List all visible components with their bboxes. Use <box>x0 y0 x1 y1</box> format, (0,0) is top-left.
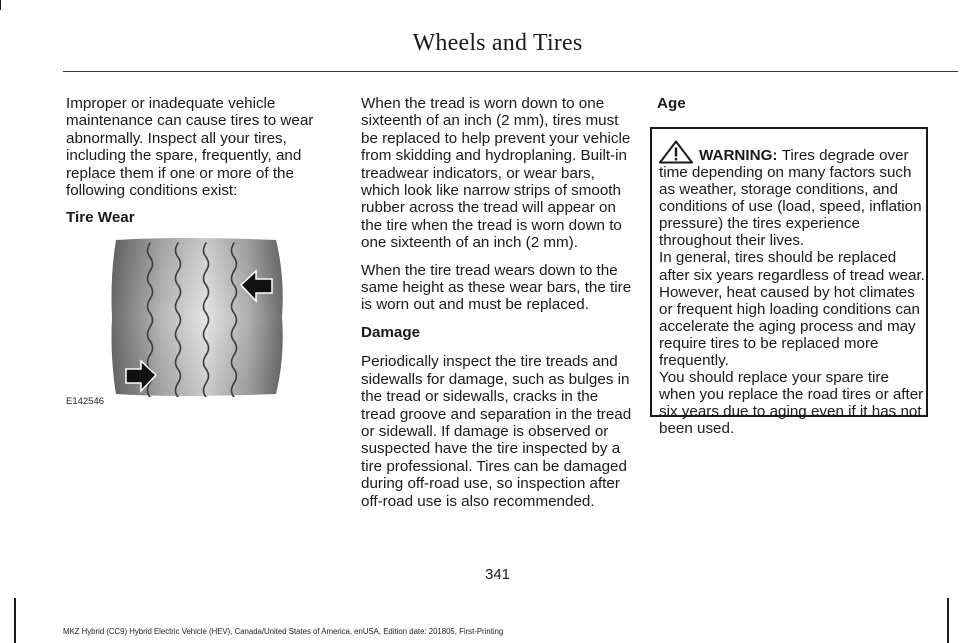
crop-mark <box>0 0 1 10</box>
tire-tread-illustration <box>66 237 286 397</box>
warning-lead-line <box>659 140 926 164</box>
warning-text-2: In general, tires should be replaced after six years regardless of tread wear. However, heat caused by hot climates or frequent high loading conditions can accelerate the aging process and may require tires to be replaced more frequently. <box>659 249 925 370</box>
warning-text-3: You should replace your spare tire when you replace the road tires or after six years due to aging even if it has not been used. <box>659 369 924 438</box>
page-number: 341 <box>484 566 511 583</box>
warning-box <box>650 127 928 438</box>
header-divider <box>63 71 958 72</box>
tire-wear-heading: Tire Wear <box>66 209 135 227</box>
page-header-title: Wheels and Tires <box>412 30 583 56</box>
age-heading: Age <box>657 95 686 112</box>
footer-edition-text: MKZ Hybrid (CC9) Hybrid Electric Vehicle (HEV), Canada/United States of America, enUSA, Edition date: 201805, First-Printing <box>63 627 504 636</box>
tire-wear-figure <box>66 237 286 411</box>
figure-code: E142546 <box>66 396 105 407</box>
warning-label: WARNING: <box>699 146 778 164</box>
damage-paragraph: Periodically inspect the tire treads and sidewalls for damage, such as bulges in the tread or sidewalls, cracks in the tread groove and separation in the tread or sidewall. If damage is observed or suspected have the tire inspected by a tire professional. Tires can be damaged during off-road use, so inspection after off-road use is also recommended. <box>361 353 632 510</box>
warning-lead-text: Tires degrade over <box>781 146 909 164</box>
column-right <box>657 95 929 124</box>
damage-heading: Damage <box>361 323 421 341</box>
tread-paragraph-1: When the tread is worn down to one sixteenth of an inch (2 mm), tires must be replaced to help prevent your vehicle from skidding and hydroplaning. Built-in treadwear indicators, or wear bars, which look like narrow strips of smooth rubber across the tread will appear on the tire when the tread is worn down to one sixteenth of an inch (2 mm). <box>361 95 631 252</box>
column-left <box>66 95 334 239</box>
tread-paragraph-2: When the tire tread wears down to the same height as these wear bars, the tire is worn out and must be replaced. <box>361 261 632 314</box>
intro-paragraph: Improper or inadequate vehicle maintenance can cause tires to wear abnormally. Inspect all your tires, including the spare, frequently, and replace them if one or more of the following conditions exist: <box>66 95 314 200</box>
crop-mark <box>14 598 16 643</box>
crop-mark <box>947 598 949 643</box>
column-middle <box>361 95 633 520</box>
warning-triangle-icon <box>658 140 694 164</box>
warning-text-1: time depending on many factors such as weather, storage conditions, and conditions of use (load, speed, inflation pressure) the tires experience throughout their lives. <box>659 164 922 250</box>
